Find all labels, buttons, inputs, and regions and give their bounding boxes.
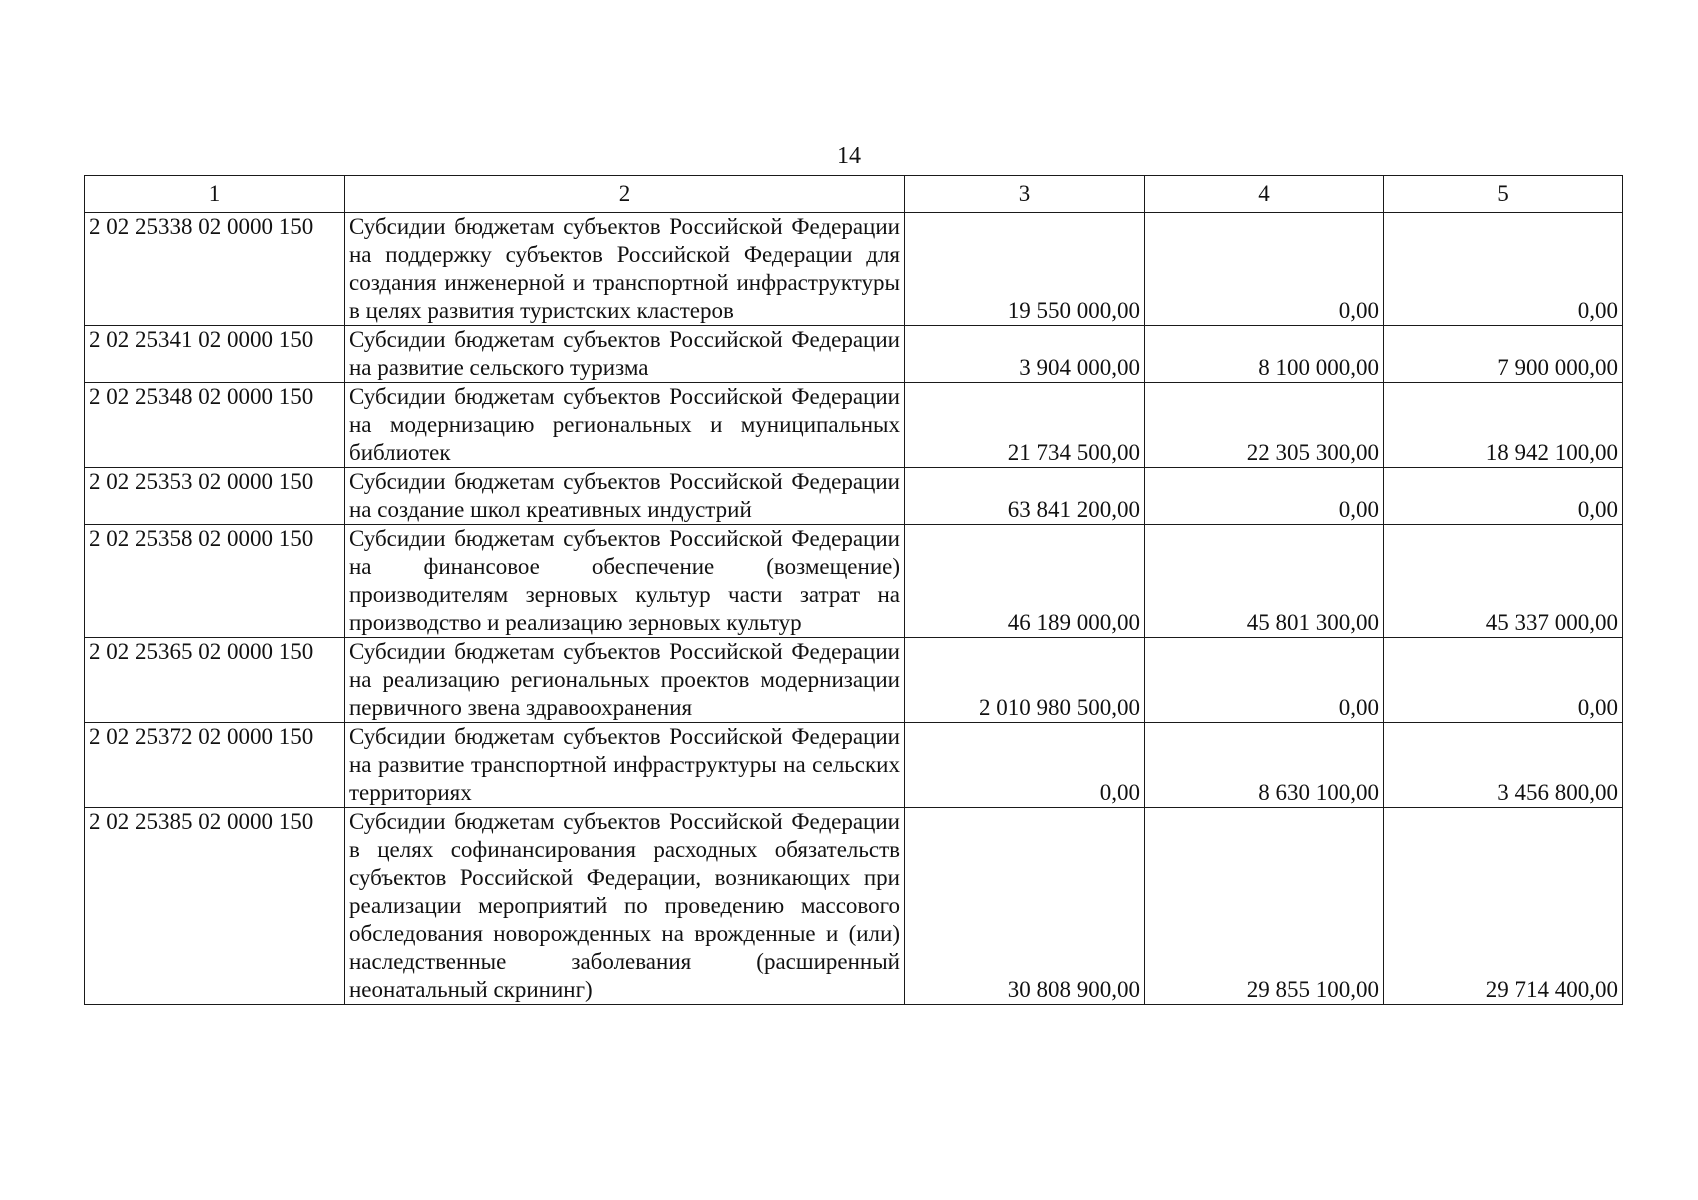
- revenue-name: Субсидии бюджетам субъектов Российской Федерации на развитие транспортной инфраструктуры на сельских территориях: [345, 723, 905, 808]
- amount-col5: 0,00: [1384, 638, 1623, 723]
- amount-col4: 29 855 100,00: [1145, 808, 1384, 1005]
- column-header-3: 3: [905, 176, 1145, 213]
- amount-col3: 0,00: [905, 723, 1145, 808]
- amount-col4: 0,00: [1145, 468, 1384, 525]
- revenue-code: 2 02 25348 02 0000 150: [85, 383, 345, 468]
- table-row: [85, 213, 1623, 326]
- table-header-row: [85, 176, 1623, 213]
- amount-col4: 0,00: [1145, 213, 1384, 326]
- amount-col4: 0,00: [1145, 638, 1384, 723]
- budget-revenue-table: [84, 175, 1623, 1005]
- revenue-name: Субсидии бюджетам субъектов Российской Федерации в целях софинансирования расходных обязательств субъектов Российской Федерации, возникающих при реализации мероприятий по проведению массового обследования новорожденных на врожденные и (или) наследственные заболевания (расширенный неонатальный скрининг): [345, 808, 905, 1005]
- revenue-name: Субсидии бюджетам субъектов Российской Федерации на модернизацию региональных и муниципальных библиотек: [345, 383, 905, 468]
- amount-col5: 29 714 400,00: [1384, 808, 1623, 1005]
- column-header-4: 4: [1145, 176, 1384, 213]
- revenue-name: Субсидии бюджетам субъектов Российской Федерации на создание школ креативных индустрий: [345, 468, 905, 525]
- revenue-name: Субсидии бюджетам субъектов Российской Федерации на реализацию региональных проектов модернизации первичного звена здравоохранения: [345, 638, 905, 723]
- amount-col5: 3 456 800,00: [1384, 723, 1623, 808]
- table-row: [85, 326, 1623, 383]
- revenue-name: Субсидии бюджетам субъектов Российской Федерации на поддержку субъектов Российской Федерации для создания инженерной и транспортной инфраструктуры в целях развития туристских кластеров: [345, 213, 905, 326]
- revenue-code: 2 02 25372 02 0000 150: [85, 723, 345, 808]
- revenue-code: 2 02 25353 02 0000 150: [85, 468, 345, 525]
- revenue-name: Субсидии бюджетам субъектов Российской Федерации на развитие сельского туризма: [345, 326, 905, 383]
- table-row: [85, 723, 1623, 808]
- amount-col5: 0,00: [1384, 468, 1623, 525]
- column-header-1: 1: [85, 176, 345, 213]
- table-row: [85, 468, 1623, 525]
- amount-col5: 45 337 000,00: [1384, 525, 1623, 638]
- table-row: [85, 383, 1623, 468]
- amount-col4: 8 630 100,00: [1145, 723, 1384, 808]
- column-header-5: 5: [1384, 176, 1623, 213]
- amount-col3: 3 904 000,00: [905, 326, 1145, 383]
- revenue-name: Субсидии бюджетам субъектов Российской Федерации на финансовое обеспечение (возмещение) производителям зерновых культур части затрат на производство и реализацию зерновых культур: [345, 525, 905, 638]
- amount-col3: 19 550 000,00: [905, 213, 1145, 326]
- amount-col4: 45 801 300,00: [1145, 525, 1384, 638]
- revenue-code: 2 02 25338 02 0000 150: [85, 213, 345, 326]
- amount-col5: 0,00: [1384, 213, 1623, 326]
- revenue-code: 2 02 25385 02 0000 150: [85, 808, 345, 1005]
- amount-col3: 21 734 500,00: [905, 383, 1145, 468]
- amount-col4: 22 305 300,00: [1145, 383, 1384, 468]
- revenue-code: 2 02 25358 02 0000 150: [85, 525, 345, 638]
- column-header-2: 2: [345, 176, 905, 213]
- amount-col5: 18 942 100,00: [1384, 383, 1623, 468]
- amount-col3: 30 808 900,00: [905, 808, 1145, 1005]
- amount-col3: 2 010 980 500,00: [905, 638, 1145, 723]
- table-row: [85, 638, 1623, 723]
- revenue-code: 2 02 25341 02 0000 150: [85, 326, 345, 383]
- table-row: [85, 525, 1623, 638]
- amount-col4: 8 100 000,00: [1145, 326, 1384, 383]
- revenue-code: 2 02 25365 02 0000 150: [85, 638, 345, 723]
- amount-col3: 46 189 000,00: [905, 525, 1145, 638]
- amount-col3: 63 841 200,00: [905, 468, 1145, 525]
- amount-col5: 7 900 000,00: [1384, 326, 1623, 383]
- table-row: [85, 808, 1623, 1005]
- page-number: 14: [837, 143, 861, 169]
